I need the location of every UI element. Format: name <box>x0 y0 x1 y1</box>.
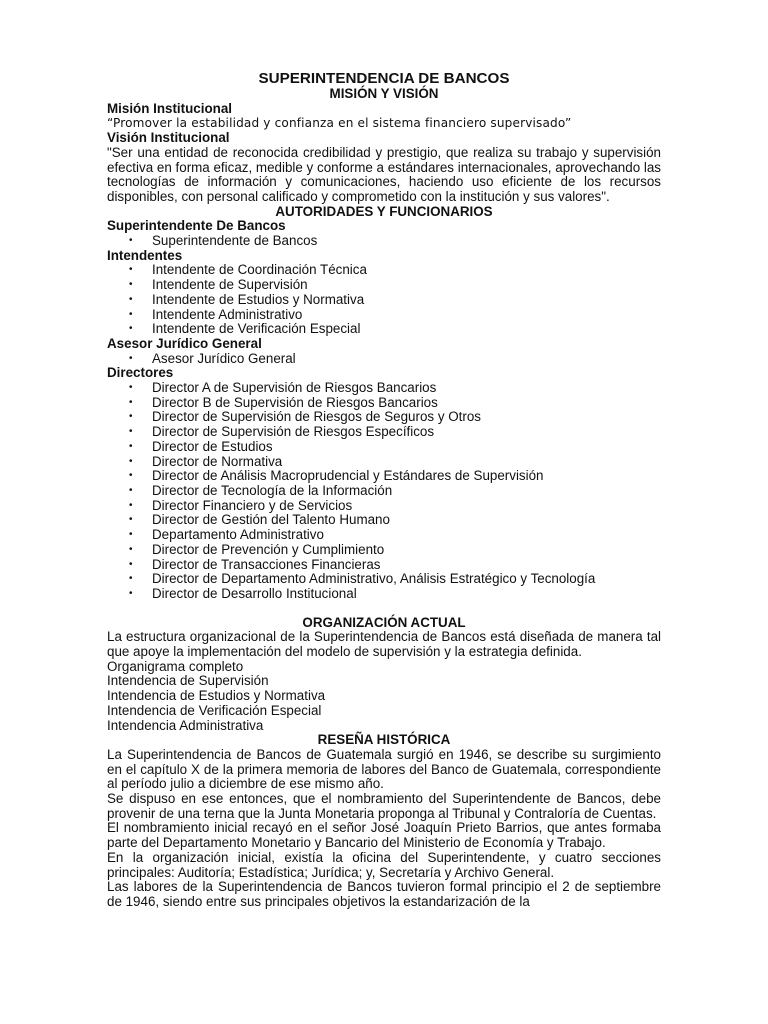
list-item <box>107 499 661 514</box>
bullet-icon: • <box>129 279 133 291</box>
list-item <box>107 469 661 484</box>
org-line-verification: Intendencia de Verificación Especial <box>107 702 322 718</box>
list-item-label: Director de Transacciones Financieras <box>152 556 381 572</box>
bullet-icon: • <box>129 352 133 364</box>
list-item-label: Director de Supervisión de Riesgos de Seguros y Otros <box>152 409 481 425</box>
bullet-icon: • <box>129 514 133 526</box>
intendants-list <box>107 263 661 337</box>
mission-heading: Misión Institucional <box>107 100 232 116</box>
bullet-icon: • <box>129 499 133 511</box>
list-item-label: Director de Estudios <box>152 438 273 454</box>
bullet-icon: • <box>129 440 133 452</box>
list-item-label: Director de Análisis Macroprudencial y Estándares de Supervisión <box>152 468 544 484</box>
history-paragraph: El nombramiento inicial recayó en el señor José Joaquín Prieto Barrios, que antes formaba parte del Departamento Monetario y Bancario del Ministerio de Economía y Trabajo. <box>107 820 661 851</box>
intendants-heading: Intendentes <box>107 247 183 263</box>
vision-text: "Ser una entidad de reconocida credibilidad y prestigio, que realiza su trabajo y supervisión efectiva en forma eficaz, medible y conforme a estándares internacionales, aprovechando las tecnologías de información y comunicaciones, haciendo uso eficiente de los recursos disponibles, con personal calificado y comprometido con la institución y sus valores". <box>107 144 661 204</box>
directors-list <box>107 381 661 602</box>
list-item <box>107 455 661 470</box>
bullet-icon: • <box>129 426 133 438</box>
list-item-label: Director de Departamento Administrativo, Análisis Estratégico y Tecnología <box>152 571 596 587</box>
vision-heading: Visión Institucional <box>107 130 230 146</box>
list-item <box>107 528 661 543</box>
list-item-label: Director Financiero y de Servicios <box>152 497 353 513</box>
mission-text: “Promover la estabilidad y confianza en el sistema financiero supervisado” <box>107 116 572 131</box>
list-item <box>107 484 661 499</box>
history-paragraph: Las labores de la Superintendencia de Bancos tuvieron formal principio el 2 de septiembre de 1946, siendo entre sus principales objetivos la estandarización de la <box>107 879 661 909</box>
list-item-label: Director de Supervisión de Riesgos Específicos <box>152 424 435 440</box>
list-item-label: Asesor Jurídico General <box>152 350 296 366</box>
list-item <box>107 322 661 337</box>
authorities-title: AUTORIDADES Y FUNCIONARIOS <box>275 203 493 219</box>
bullet-icon: • <box>129 382 133 394</box>
list-item-label: Director de Tecnología de la Información <box>152 482 393 498</box>
org-line-studies: Intendencia de Estudios y Normativa <box>107 688 326 704</box>
bullet-icon: • <box>129 573 133 585</box>
list-item-label: Intendente de Estudios y Normativa <box>152 291 365 307</box>
superintendent-heading: Superintendente De Bancos <box>107 218 286 234</box>
organization-title: ORGANIZACIÓN ACTUAL <box>302 614 466 630</box>
bullet-icon: • <box>129 308 133 320</box>
list-item <box>107 513 661 528</box>
bullet-icon: • <box>129 293 133 305</box>
superintendent-list <box>107 234 661 249</box>
bullet-icon: • <box>129 235 133 247</box>
list-item <box>107 263 661 278</box>
list-item-label: Director de Gestión del Talento Humano <box>152 512 390 528</box>
list-item-label: Intendente Administrativo <box>152 306 303 322</box>
org-line-supervision: Intendencia de Supervisión <box>107 673 269 689</box>
directors-heading: Directores <box>107 365 174 381</box>
list-item-label: Director B de Supervisión de Riesgos Bancarios <box>152 394 438 410</box>
list-item <box>107 572 661 587</box>
list-item <box>107 234 661 249</box>
list-item <box>107 381 661 396</box>
list-item <box>107 278 661 293</box>
bullet-icon: • <box>129 543 133 555</box>
list-item-label: Intendente de Verificación Especial <box>152 321 361 337</box>
list-item <box>107 587 661 602</box>
history-title: RESEÑA HISTÓRICA <box>317 732 451 748</box>
list-item <box>107 410 661 425</box>
bullet-icon: • <box>129 470 133 482</box>
bullet-icon: • <box>129 411 133 423</box>
list-item-label: Director de Prevención y Cumplimiento <box>152 541 385 557</box>
document-title: SUPERINTENDENCIA DE BANCOS <box>258 70 510 87</box>
list-item <box>107 308 661 323</box>
section-spacer <box>107 602 661 616</box>
list-item-label: Departamento Administrativo <box>152 527 324 543</box>
list-item-label: Intendente de Supervisión <box>152 277 308 293</box>
list-item <box>107 440 661 455</box>
bullet-icon: • <box>129 323 133 335</box>
org-line-organigram: Organigrama completo <box>107 658 244 674</box>
list-item <box>107 293 661 308</box>
history-paragraph: En la organización inicial, existía la oficina del Superintendente, y cuatro secciones principales: Auditoría; Estadística; Jurídica; y, Secretaría y Archivo General. <box>107 849 661 880</box>
document-page <box>107 71 661 910</box>
bullet-icon: • <box>129 587 133 599</box>
history-paragraph: La Superintendencia de Bancos de Guatemala surgió en 1946, se describe su surgimiento en el capítulo X de la primera memoria de labores del Banco de Guatemala, correspondiente al período julio a diciembre de ese mismo año. <box>107 746 661 792</box>
bullet-icon: • <box>129 558 133 570</box>
document-subtitle: MISIÓN Y VISIÓN <box>329 86 439 101</box>
list-item <box>107 558 661 573</box>
list-item-label: Director de Desarrollo Institucional <box>152 585 357 601</box>
bullet-icon: • <box>129 455 133 467</box>
list-item-label: Director de Normativa <box>152 453 283 469</box>
list-item <box>107 543 661 558</box>
org-line-administrative: Intendencia Administrativa <box>107 717 264 733</box>
bullet-icon: • <box>129 529 133 541</box>
bullet-icon: • <box>129 396 133 408</box>
legal-list <box>107 352 661 367</box>
bullet-icon: • <box>129 264 133 276</box>
organization-text: La estructura organizacional de la Superintendencia de Bancos está diseñada de manera tal que apoye la implementación del modelo de supervisión y la estrategia definida. <box>107 629 661 660</box>
list-item-label: Director A de Supervisión de Riesgos Bancarios <box>152 380 437 396</box>
history-paragraph: Se dispuso en ese entonces, que el nombramiento del Superintendente de Bancos, debe provenir de una terna que la Junta Monetaria proponga al Tribunal y Contraloría de Cuentas. <box>107 791 661 821</box>
list-item <box>107 425 661 440</box>
list-item-label: Superintendente de Bancos <box>152 233 318 249</box>
bullet-icon: • <box>129 484 133 496</box>
list-item <box>107 396 661 411</box>
list-item <box>107 352 661 367</box>
legal-heading: Asesor Jurídico General <box>107 335 262 351</box>
list-item-label: Intendente de Coordinación Técnica <box>152 262 367 278</box>
